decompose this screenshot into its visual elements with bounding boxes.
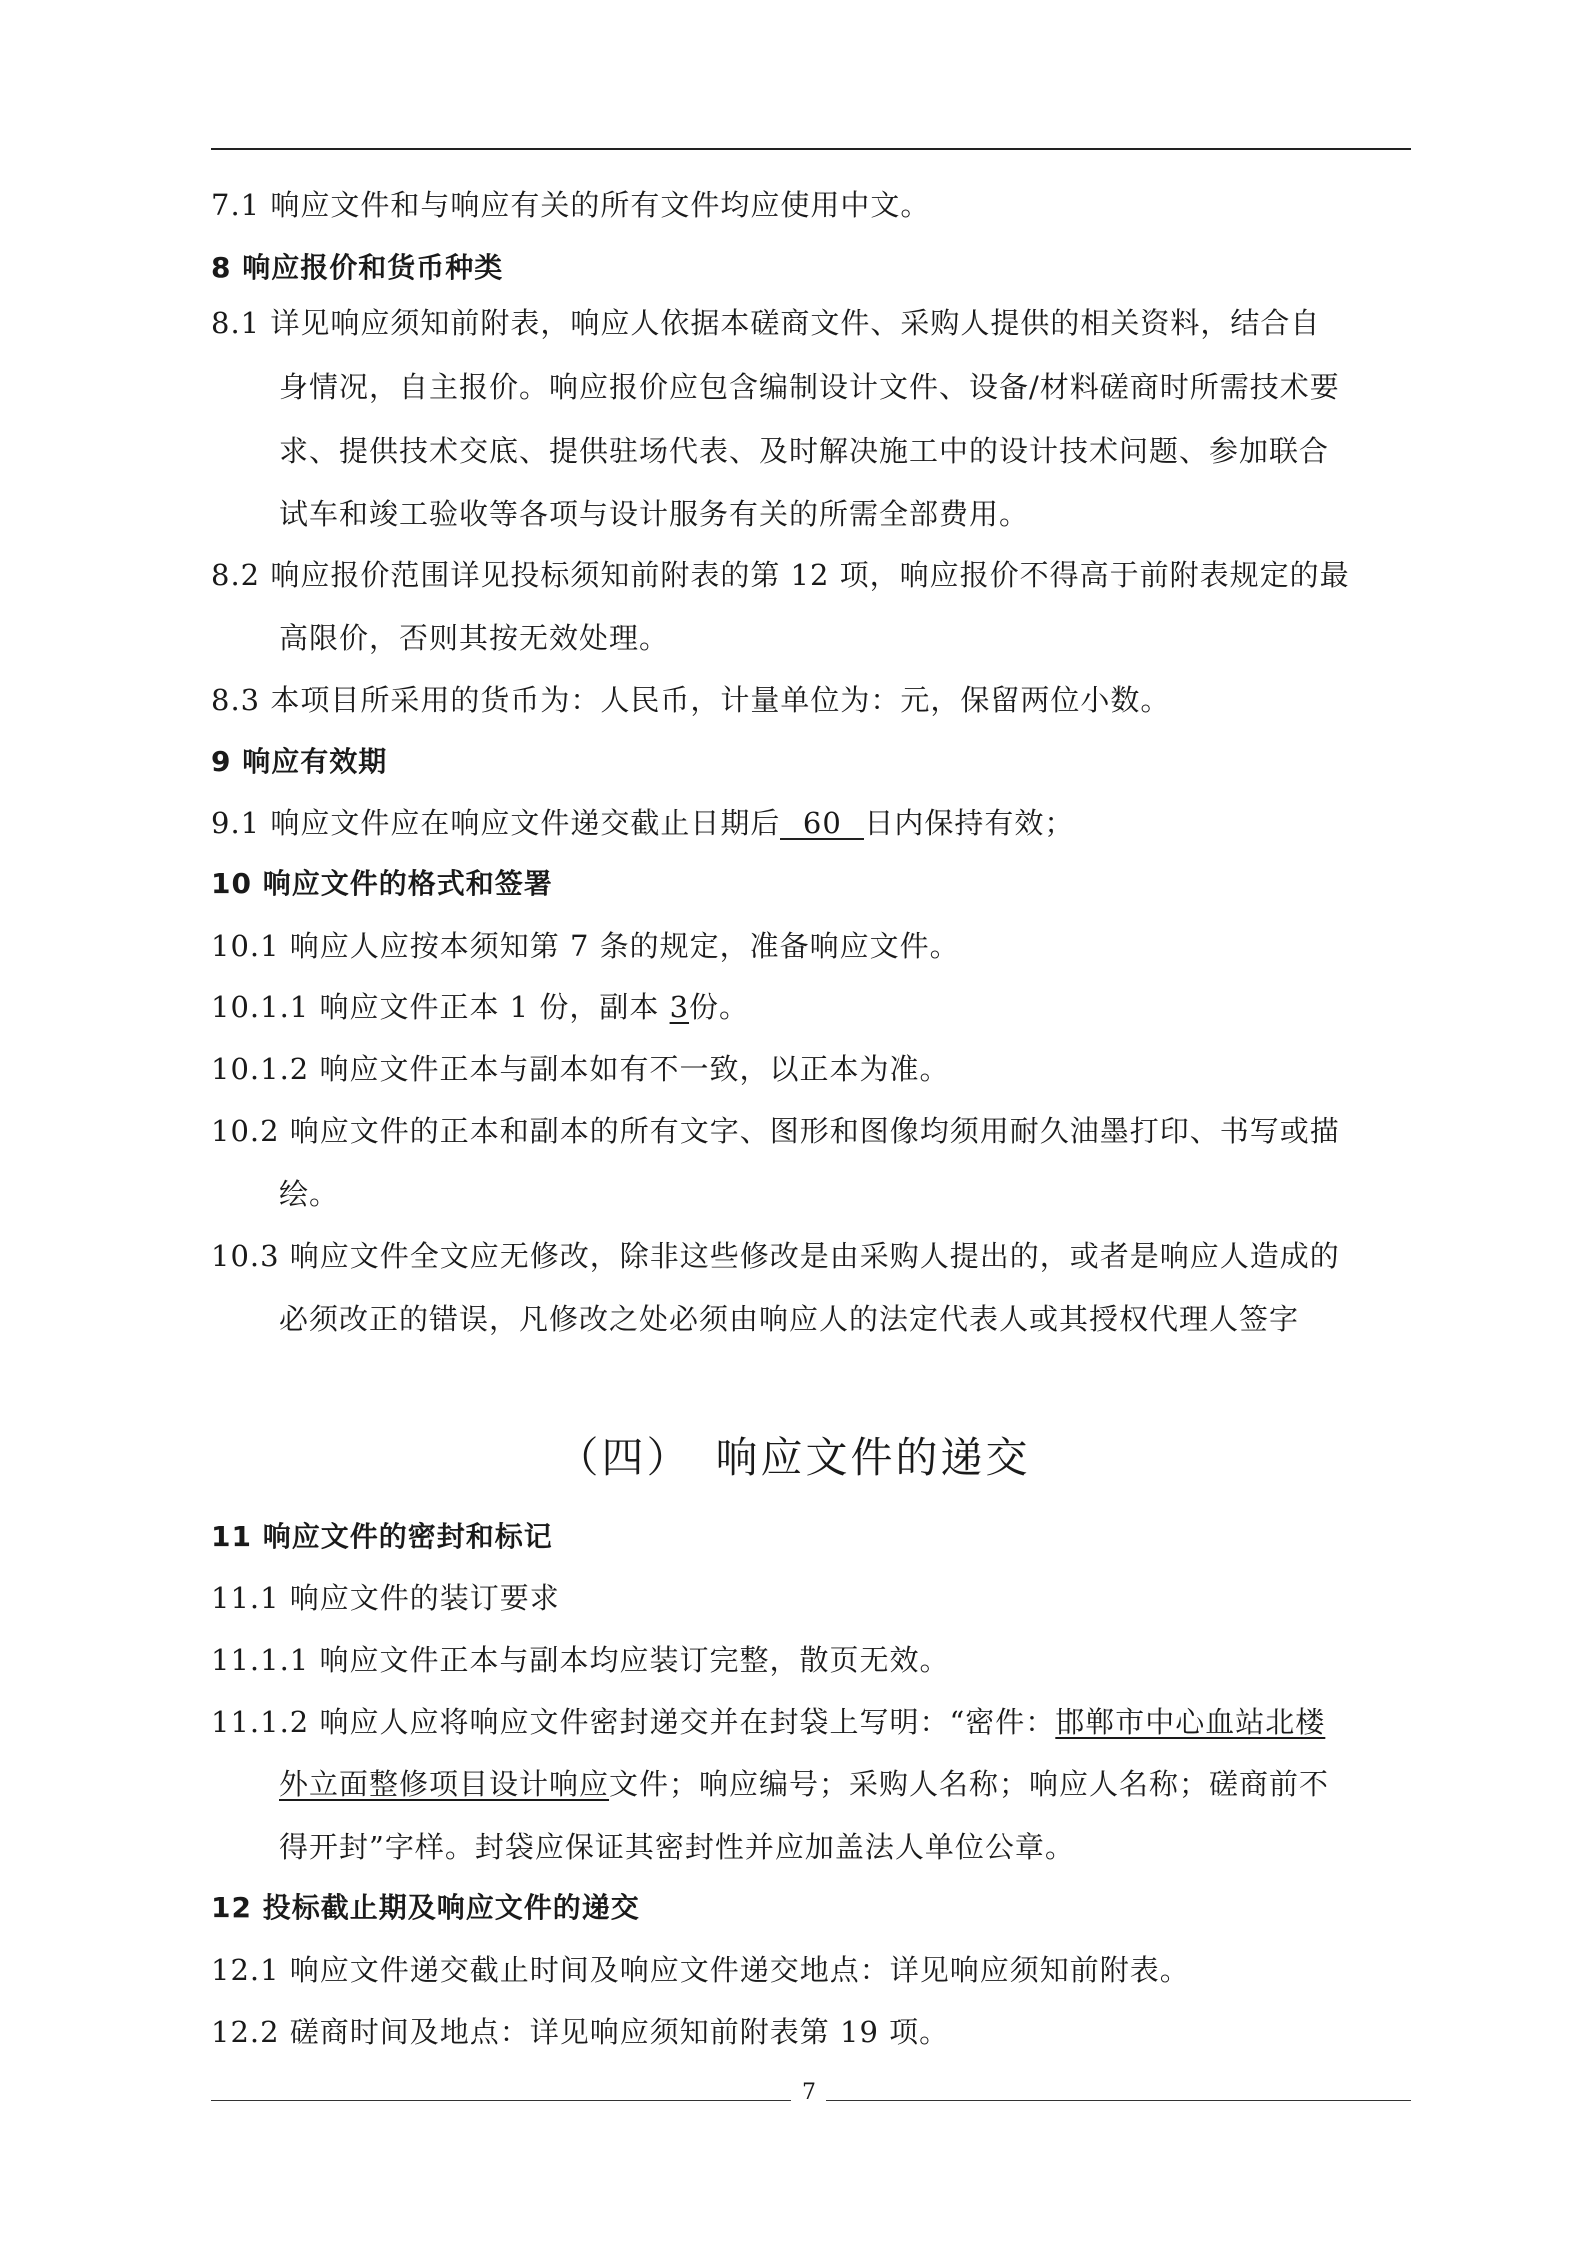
section-heading: [0, 1428, 1587, 1488]
clause-9-1-text: 9.1 响应文件应在响应文件递交截止日期后: [211, 806, 781, 840]
clause-11-1-2-line-1: [211, 1702, 1325, 1742]
clause-11-1-2-text: 11.1.2 响应人应将响应文件密封递交并在封袋上写明：“密件：: [211, 1705, 1056, 1739]
clause-8-1-line-3: 求、提供技术交底、提供驻场代表、及时解决施工中的设计技术问题、参加联合: [279, 434, 1330, 468]
heading-12: 12 投标截止期及响应文件的递交: [211, 1891, 640, 1924]
clause-10-3-line-1: 10.3 响应文件全文应无修改，除非这些修改是由采购人提出的，或者是响应人造成的: [211, 1239, 1340, 1273]
project-name-part-1: 邯郸市中心血站北楼: [1055, 1705, 1326, 1739]
footer-rule-right: [826, 2100, 1411, 2101]
clause-8-2-line-2: 高限价，否则其按无效处理。: [279, 621, 670, 655]
clause-8-1-line-4: 试车和竣工验收等各项与设计服务有关的所需全部费用。: [279, 497, 1030, 531]
clause-11-1-1: 11.1.1 响应文件正本与副本均应装订完整，散页无效。: [211, 1643, 950, 1677]
heading-11: 11 响应文件的密封和标记: [211, 1520, 553, 1553]
section-number: （四）: [556, 1433, 692, 1482]
clause-10-1-1-text: 10.1.1 响应文件正本 1 份，副本: [211, 990, 670, 1024]
clause-10-2-line-1: 10.2 响应文件的正本和副本的所有文字、图形和图像均须用耐久油墨打印、书写或描: [211, 1114, 1340, 1148]
heading-8: 8 响应报价和货币种类: [211, 251, 504, 284]
clause-11-1-2-text-2: 文件；响应编号；采购人名称；响应人名称；磋商前不: [609, 1767, 1330, 1801]
copies-count: 3: [669, 990, 690, 1024]
clause-7-1: 7.1 响应文件和与响应有关的所有文件均应使用中文。: [211, 188, 931, 222]
clause-8-1-line-2: 身情况，自主报价。响应报价应包含编制设计文件、设备/材料磋商时所需技术要: [279, 370, 1340, 404]
clause-8-2-line-1: 8.2 响应报价范围详见投标须知前附表的第 12 项，响应报价不得高于前附表规定的最: [211, 558, 1350, 592]
clause-9-1-suffix: 日内保持有效；: [864, 806, 1075, 840]
header-rule: [211, 148, 1411, 150]
clause-8-1-line-1: 8.1 详见响应须知前附表，响应人依据本磋商文件、采购人提供的相关资料，结合自: [211, 306, 1321, 340]
heading-10: 10 响应文件的格式和签署: [211, 867, 553, 900]
clause-10-1-2: 10.1.2 响应文件正本与副本如有不一致，以正本为准。: [211, 1052, 950, 1086]
clause-11-1-2-line-3: 得开封”字样。封袋应保证其密封性并应加盖法人单位公章。: [279, 1830, 1075, 1864]
clause-10-3-line-2: 必须改正的错误，凡修改之处必须由响应人的法定代表人或其授权代理人签字: [279, 1302, 1300, 1336]
heading-9: 9 响应有效期: [211, 745, 388, 778]
clause-10-1: 10.1 响应人应按本须知第 7 条的规定，准备响应文件。: [211, 929, 960, 963]
clause-11-1-2-line-2: [279, 1764, 1329, 1804]
clause-10-2-line-2: 绘。: [279, 1177, 340, 1211]
page-number: 7: [802, 2080, 816, 2105]
clause-9-1: [211, 803, 1074, 843]
clause-11-1: 11.1 响应文件的装订要求: [211, 1581, 560, 1615]
footer-rule-left: [211, 2100, 791, 2101]
section-title-text: 响应文件的递交: [715, 1433, 1031, 1482]
project-name-part-2: 外立面整修项目设计响应: [279, 1767, 610, 1801]
clause-12-2: 12.2 磋商时间及地点：详见响应须知前附表第 19 项。: [211, 2015, 950, 2049]
validity-days-field: 60: [780, 808, 864, 840]
clause-8-3: 8.3 本项目所采用的货币为：人民币，计量单位为：元，保留两位小数。: [211, 683, 1171, 717]
clause-12-1: 12.1 响应文件递交截止时间及响应文件递交地点：详见响应须知前附表。: [211, 1953, 1190, 1987]
clause-10-1-1: [211, 987, 749, 1027]
clause-10-1-1-suffix: 份。: [689, 990, 750, 1024]
